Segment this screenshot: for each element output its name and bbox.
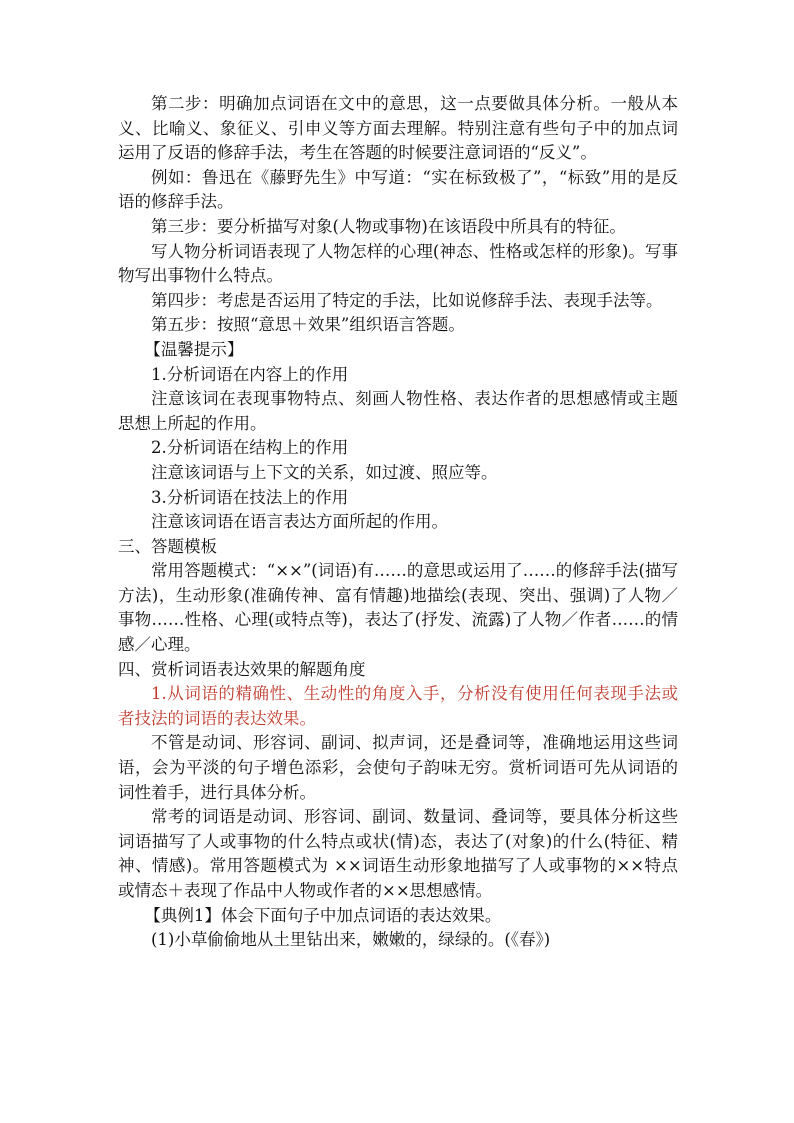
paragraph-text: 第五步：按照“意思＋效果”组织语言答题。 — [151, 315, 465, 335]
paragraph — [118, 904, 678, 929]
paragraph — [118, 363, 678, 388]
paragraph — [118, 289, 678, 314]
paragraph-text: 【温馨提示】 — [144, 339, 244, 359]
paragraph-text: 3.分析词语在技法上的作用 — [151, 487, 349, 507]
paragraph — [118, 166, 678, 215]
paragraph-text: 2.分析词语在结构上的作用 — [151, 438, 349, 458]
paragraph — [118, 240, 678, 289]
paragraph — [118, 436, 678, 461]
paragraph-text: 1.分析词语在内容上的作用 — [151, 364, 349, 384]
paragraph — [118, 928, 678, 953]
paragraph-text: 注意该词语在语言表达方面所起的作用。 — [151, 512, 448, 532]
paragraph-text: 三、答题模板 — [118, 536, 217, 556]
paragraph — [118, 535, 678, 560]
paragraph-text: 第二步：明确加点词语在文中的意思，这一点要做具体分析。一般从本义、比喻义、象征义、引申义等方面去理解。特别注意有些句子中的加点词运用了反语的修辞手法，考生在答题的时候要注意词语的“反义”。 — [118, 94, 678, 163]
document-page — [118, 92, 678, 953]
paragraph — [118, 338, 678, 363]
paragraph-text: 注意该词在表现事物特点、刻画人物性格、表达作者的思想感情或主题思想上所起的作用。 — [118, 389, 678, 433]
paragraph-text: 第三步：要分析描写对象(人物或事物)在该语段中所具有的特征。 — [151, 216, 626, 236]
paragraph — [118, 92, 678, 166]
paragraph — [118, 682, 678, 731]
paragraph — [118, 313, 678, 338]
paragraph — [118, 215, 678, 240]
paragraph — [118, 731, 678, 805]
paragraph-text: 注意该词语与上下文的关系，如过渡、照应等。 — [151, 462, 498, 482]
paragraph — [118, 805, 678, 903]
paragraph-text: 四、赏析词语表达效果的解题角度 — [118, 659, 366, 679]
paragraph — [118, 559, 678, 657]
paragraph-text: (1)小草偷偷地从土里钻出来，嫩嫩的，绿绿的。(《春》) — [151, 930, 551, 950]
paragraph-text: 写人物分析词语表现了人物怎样的心理(神态、性格或怎样的形象)。写事物写出事物什么特点。 — [118, 241, 678, 286]
paragraph — [118, 510, 678, 535]
paragraph — [118, 387, 678, 436]
paragraph-text: 【典例1】体会下面句子中加点词语的表达效果。 — [144, 905, 502, 925]
paragraph-text: 常考的词语是动词、形容词、副词、数量词、叠词等，要具体分析这些词语描写了人或事物的什么特点或状(情)态，表达了(对象)的什么(特征、精神、情感)。常用答题模式为 ××词语生动形象地描写了人或事物的××特点或情态＋表现了作品中人物或作者的××思想感情。 — [118, 807, 678, 900]
paragraph — [118, 486, 678, 511]
paragraph-text: 第四步：考虑是否运用了特定的手法，比如说修辞手法、表现手法等。 — [151, 290, 663, 310]
paragraph — [118, 461, 678, 486]
paragraph-text: 不管是动词、形容词、副词、拟声词，还是叠词等，准确地运用这些词语，会为平淡的句子增色添彩，会使句子韵味无穷。赏析词语可先从词语的词性着手，进行具体分析。 — [118, 733, 678, 802]
paragraph-text: 常用答题模式：“××”(词语)有……的意思或运用了……的修辞手法(描写方法)，生动形象(准确传神、富有情趣)地描绘(表现、突出、强调)了人物／事物……性格、心理(或特点等)，表达了(抒发、流露)了人物／作者……的情感／心理。 — [118, 561, 678, 655]
paragraph-text: 例如：鲁迅在《藤野先生》中写道：“实在标致极了”，“标致”用的是反语的修辞手法。 — [118, 167, 678, 212]
paragraph — [118, 658, 678, 683]
paragraph-text: 1.从词语的精确性、生动性的角度入手，分析没有使用任何表现手法或者技法的词语的表达效果。 — [118, 684, 678, 728]
